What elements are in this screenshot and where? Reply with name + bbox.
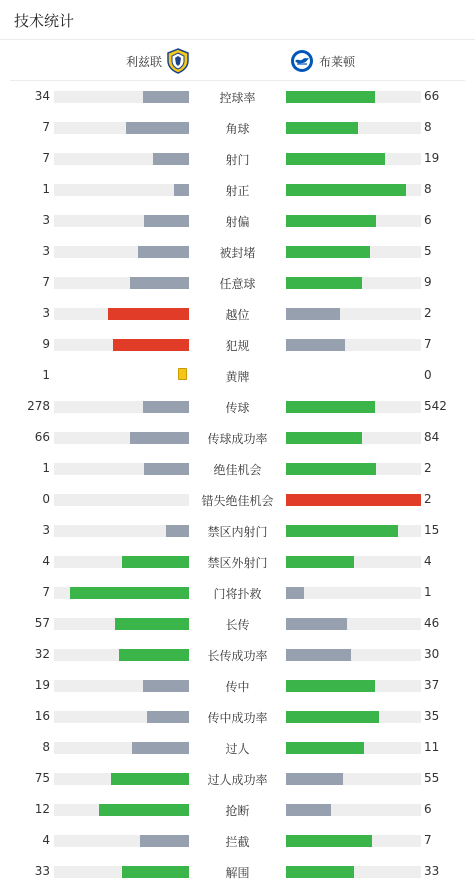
away-bar-fill — [286, 91, 375, 103]
away-bar-track — [286, 649, 421, 661]
away-value: 4 — [424, 554, 432, 568]
away-bar-track — [286, 742, 421, 754]
stat-row — [0, 205, 475, 236]
home-value: 1 — [42, 461, 50, 475]
home-value: 3 — [42, 244, 50, 258]
away-bar-track — [286, 308, 421, 320]
home-bar-track — [54, 494, 189, 506]
away-value: 35 — [424, 709, 440, 723]
home-value: 7 — [42, 585, 50, 599]
stat-label: 射偏 — [225, 215, 250, 229]
home-bar-track — [54, 308, 189, 320]
away-bar-fill — [286, 804, 331, 816]
stat-row — [0, 794, 475, 825]
away-bar-track — [286, 401, 421, 413]
stat-row — [0, 515, 475, 546]
stat-label: 传中成功率 — [207, 711, 268, 725]
stat-label: 拦截 — [225, 835, 250, 849]
away-bar-fill — [286, 525, 398, 537]
home-bar-fill — [70, 587, 189, 599]
stat-label: 传球成功率 — [207, 432, 268, 446]
away-value: 2 — [424, 461, 432, 475]
home-bar-fill — [122, 556, 190, 568]
stat-row — [0, 732, 475, 763]
away-bar-fill — [286, 866, 354, 878]
home-value: 1 — [42, 182, 50, 196]
away-bar-fill — [286, 587, 304, 599]
home-value: 66 — [34, 430, 50, 444]
away-value: 2 — [424, 306, 432, 320]
home-bar-fill — [130, 432, 189, 444]
away-value: 542 — [424, 399, 447, 413]
home-bar-track — [54, 277, 189, 289]
home-bar-fill — [147, 711, 189, 723]
home-bar-fill — [126, 122, 189, 134]
away-value: 1 — [424, 585, 432, 599]
home-bar-track — [54, 215, 189, 227]
home-bar-track — [54, 556, 189, 568]
away-bar-fill — [286, 680, 375, 692]
home-bar-track — [54, 432, 189, 444]
stat-label: 传球 — [225, 401, 250, 415]
away-bar-fill — [286, 432, 362, 444]
stat-label: 传中 — [225, 680, 250, 694]
home-value: 16 — [34, 709, 50, 723]
home-value: 19 — [34, 678, 50, 692]
away-bar-fill — [286, 401, 375, 413]
home-bar-track — [54, 804, 189, 816]
away-bar-track — [286, 525, 421, 537]
home-value: 33 — [34, 864, 50, 878]
home-bar-fill — [144, 215, 189, 227]
away-value: 33 — [424, 864, 440, 878]
stat-label: 绝佳机会 — [213, 463, 262, 477]
away-value: 9 — [424, 275, 432, 289]
home-bar-fill — [130, 277, 189, 289]
away-bar-track — [286, 122, 421, 134]
home-value: 3 — [42, 213, 50, 227]
away-bar-fill — [286, 835, 372, 847]
away-bar-track — [286, 277, 421, 289]
away-value: 6 — [424, 213, 432, 227]
stat-row — [0, 143, 475, 174]
away-bar-track — [286, 339, 421, 351]
home-value: 3 — [42, 306, 50, 320]
away-value: 5 — [424, 244, 432, 258]
brighton-badge-icon — [290, 49, 314, 73]
home-value: 4 — [42, 554, 50, 568]
header — [0, 0, 475, 40]
stat-row — [0, 546, 475, 577]
home-value: 4 — [42, 833, 50, 847]
away-bar-track — [286, 246, 421, 258]
home-value: 75 — [34, 771, 50, 785]
teams-header — [10, 41, 465, 81]
stat-label: 被封堵 — [219, 246, 256, 260]
stat-row — [0, 236, 475, 267]
away-bar-fill — [286, 494, 421, 506]
away-bar-fill — [286, 122, 358, 134]
home-bar-track — [54, 246, 189, 258]
away-bar-track — [286, 680, 421, 692]
home-bar-fill — [99, 804, 189, 816]
home-bar-fill — [115, 618, 189, 630]
home-bar-track — [54, 742, 189, 754]
stat-row — [0, 329, 475, 360]
stat-label: 错失绝佳机会 — [201, 494, 274, 508]
home-bar-track — [54, 91, 189, 103]
away-value: 7 — [424, 337, 432, 351]
home-bar-track — [54, 122, 189, 134]
away-bar-fill — [286, 153, 385, 165]
home-value: 32 — [34, 647, 50, 661]
away-value: 8 — [424, 182, 432, 196]
stat-label: 越位 — [225, 308, 250, 322]
home-bar-fill — [132, 742, 189, 754]
away-bar-track — [286, 370, 421, 382]
stat-label: 门将扑救 — [213, 587, 262, 601]
away-bar-track — [286, 804, 421, 816]
stat-row — [0, 577, 475, 608]
home-value: 3 — [42, 523, 50, 537]
home-team-name: 利兹联 — [126, 55, 163, 69]
stat-label: 射正 — [225, 184, 250, 198]
away-bar-track — [286, 587, 421, 599]
stat-label: 禁区内射门 — [207, 525, 268, 539]
home-bar-fill — [143, 680, 189, 692]
stat-label: 过人成功率 — [207, 773, 268, 787]
home-bar-fill — [122, 866, 190, 878]
stat-row — [0, 298, 475, 329]
yellow-card-icon — [178, 368, 187, 380]
home-bar-track — [54, 339, 189, 351]
home-bar-track — [54, 525, 189, 537]
home-bar-fill — [111, 773, 189, 785]
away-bar-fill — [286, 618, 347, 630]
away-bar-fill — [286, 773, 343, 785]
stat-label: 解围 — [225, 866, 250, 880]
stats-list — [0, 81, 475, 888]
page-title: 技术统计 — [14, 12, 75, 30]
stat-label: 抢断 — [225, 804, 250, 818]
home-value: 57 — [34, 616, 50, 630]
home-bar-track — [54, 587, 189, 599]
home-bar-track — [54, 463, 189, 475]
away-value: 0 — [424, 368, 432, 382]
stat-row — [0, 391, 475, 422]
home-bar-track — [54, 153, 189, 165]
away-value: 8 — [424, 120, 432, 134]
away-bar-track — [286, 494, 421, 506]
away-value: 15 — [424, 523, 440, 537]
home-value: 7 — [42, 275, 50, 289]
stat-row — [0, 639, 475, 670]
stat-row — [0, 825, 475, 856]
home-bar-fill — [119, 649, 189, 661]
home-bar-track — [54, 835, 189, 847]
away-value: 11 — [424, 740, 440, 754]
away-value: 66 — [424, 89, 440, 103]
home-bar-fill — [143, 401, 189, 413]
home-bar-track — [54, 680, 189, 692]
away-bar-track — [286, 866, 421, 878]
away-bar-fill — [286, 339, 345, 351]
stat-row — [0, 701, 475, 732]
home-bar-track — [54, 866, 189, 878]
home-bar-fill — [138, 246, 189, 258]
away-bar-track — [286, 773, 421, 785]
away-bar-fill — [286, 246, 370, 258]
home-bar-fill — [174, 184, 189, 196]
stat-label: 射门 — [225, 153, 250, 167]
stat-label: 过人 — [225, 742, 250, 756]
home-bar-fill — [140, 835, 189, 847]
home-value: 8 — [42, 740, 50, 754]
away-bar-track — [286, 153, 421, 165]
home-bar-fill — [144, 463, 189, 475]
home-bar-fill — [113, 339, 189, 351]
away-value: 37 — [424, 678, 440, 692]
home-value: 7 — [42, 151, 50, 165]
away-bar-track — [286, 463, 421, 475]
away-bar-track — [286, 432, 421, 444]
stat-row — [0, 112, 475, 143]
home-bar-track — [54, 618, 189, 630]
stat-label: 任意球 — [219, 277, 256, 291]
stat-row — [0, 484, 475, 515]
stat-row — [0, 453, 475, 484]
away-bar-track — [286, 711, 421, 723]
away-value: 7 — [424, 833, 432, 847]
home-bar-fill — [166, 525, 189, 537]
home-bar-track — [54, 370, 189, 382]
home-bar-fill — [108, 308, 189, 320]
home-bar-track — [54, 711, 189, 723]
stat-row — [0, 81, 475, 112]
stat-row — [0, 360, 475, 391]
stat-label: 禁区外射门 — [207, 556, 268, 570]
stat-row — [0, 670, 475, 701]
home-value: 9 — [42, 337, 50, 351]
leeds-badge-icon — [166, 48, 190, 74]
away-bar-fill — [286, 742, 364, 754]
away-bar-track — [286, 215, 421, 227]
home-value: 12 — [34, 802, 50, 816]
away-bar-fill — [286, 556, 354, 568]
home-bar-fill — [143, 91, 189, 103]
stat-label: 黄牌 — [225, 370, 250, 384]
stat-label: 犯规 — [225, 339, 250, 353]
away-value: 46 — [424, 616, 440, 630]
away-bar-fill — [286, 215, 376, 227]
away-value: 30 — [424, 647, 440, 661]
away-bar-fill — [286, 711, 379, 723]
away-team-name: 布莱顿 — [319, 55, 356, 69]
stat-row — [0, 422, 475, 453]
away-bar-track — [286, 835, 421, 847]
home-value: 34 — [34, 89, 50, 103]
stat-row — [0, 267, 475, 298]
away-bar-fill — [286, 184, 406, 196]
away-bar-track — [286, 184, 421, 196]
away-bar-track — [286, 618, 421, 630]
away-value: 19 — [424, 151, 440, 165]
home-bar-track — [54, 649, 189, 661]
home-bar-track — [54, 401, 189, 413]
stat-row — [0, 174, 475, 205]
away-value: 2 — [424, 492, 432, 506]
away-bar-fill — [286, 277, 362, 289]
home-bar-fill — [153, 153, 189, 165]
stat-row — [0, 608, 475, 639]
home-bar-track — [54, 184, 189, 196]
stat-label: 长传 — [225, 618, 250, 632]
home-value: 1 — [42, 368, 50, 382]
stat-label: 长传成功率 — [207, 649, 268, 663]
away-bar-track — [286, 556, 421, 568]
home-value: 0 — [42, 492, 50, 506]
stat-row — [0, 763, 475, 794]
away-bar-track — [286, 91, 421, 103]
away-bar-fill — [286, 649, 351, 661]
away-bar-fill — [286, 308, 340, 320]
home-value: 278 — [27, 399, 50, 413]
home-bar-track — [54, 773, 189, 785]
away-value: 55 — [424, 771, 440, 785]
away-value: 84 — [424, 430, 440, 444]
away-value: 6 — [424, 802, 432, 816]
stat-row — [0, 856, 475, 887]
stat-label: 角球 — [225, 122, 250, 136]
home-value: 7 — [42, 120, 50, 134]
stat-label: 控球率 — [219, 91, 256, 105]
away-bar-fill — [286, 463, 376, 475]
